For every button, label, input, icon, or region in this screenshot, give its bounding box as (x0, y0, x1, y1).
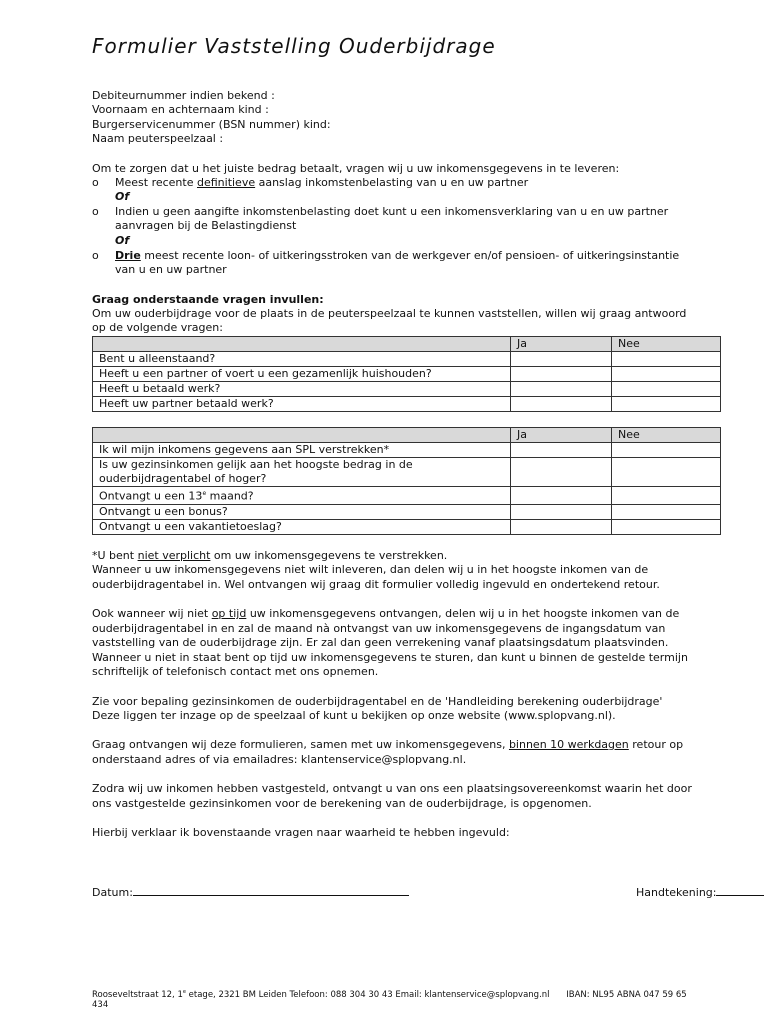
answer-ja-cell[interactable] (511, 519, 612, 534)
field-naam-kind: Voornaam en achternaam kind : (92, 103, 269, 116)
bullet-marker: o (92, 176, 99, 189)
handtekening-field (636, 885, 764, 900)
para2-line4: Wanneer u niet in staat bent op tijd uw inkomensgegevens te sturen, dan kunt u binnen de gestelde termijn (92, 651, 688, 664)
table-row (93, 519, 721, 534)
table-header-nee: Nee (612, 337, 721, 352)
questions-table-1 (92, 336, 721, 412)
table-header-blank (93, 428, 511, 443)
answer-ja-cell[interactable] (511, 352, 612, 367)
option-2-line1: Indien u geen aangifte inkomstenbelasting doet kunt u een inkomensverklaring van u en uw partner (115, 205, 669, 218)
questions-table-2 (92, 427, 721, 535)
footer-iban-cont: 434 (92, 999, 109, 1010)
answer-nee-cell[interactable] (612, 504, 721, 519)
para4-line1: Graag ontvangen wij deze formulieren, samen met uw inkomensgegevens, binnen 10 werkdagen retour op (92, 738, 684, 751)
question-label: Heeft uw partner betaald werk? (93, 397, 511, 412)
question-label: Is uw gezinsinkomen gelijk aan het hoogste bedrag in de ouderbijdragentabel of hoger? (93, 458, 511, 487)
answer-ja-cell[interactable] (511, 443, 612, 458)
option-2-line2: aanvragen bij de Belastingdienst (115, 219, 297, 232)
note-line1: *U bent niet verplicht om uw inkomensgegevens te verstrekken. (92, 549, 448, 562)
datum-field (92, 885, 409, 900)
table-row (93, 458, 721, 487)
option-of-2: Of (115, 234, 130, 247)
answer-ja-cell[interactable] (511, 367, 612, 382)
questions-heading: Graag onderstaande vragen invullen: (92, 293, 324, 306)
bullet-marker: o (92, 249, 99, 262)
para2-line5: schriftelijk of telefonisch contact met ons opnemen. (92, 665, 379, 678)
answer-nee-cell[interactable] (612, 352, 721, 367)
para2-line2: ouderbijdragentabel in en zal de maand nà ontvangst van uw inkomensgegevens de ingangsdatum van (92, 622, 666, 635)
answer-nee-cell[interactable] (612, 382, 721, 397)
page-title: Formulier Vaststelling Ouderbijdrage (92, 34, 496, 58)
answer-ja-cell[interactable] (511, 458, 612, 487)
datum-input-line[interactable] (133, 885, 409, 896)
table-header-nee: Nee (612, 428, 721, 443)
para2-line3: vaststelling van de ouderbijdrage zijn. Er zal dan geen verrekening vanaf plaatsingsdatum plaatsvinden. (92, 636, 669, 649)
table-row (93, 487, 721, 505)
question-label: Bent u alleenstaand? (93, 352, 511, 367)
option-3-line1: Drie meest recente loon- of uitkeringsstroken van de werkgever en/of pensioen- of uitkeringsinstantie (115, 249, 680, 262)
para3-line2: Deze liggen ter inzage op de speelzaal of kunt u bekijken op onze website (www.splopvang.nl). (92, 709, 616, 722)
intro-text: Om te zorgen dat u het juiste bedrag betaalt, vragen wij u uw inkomensgegevens in te leveren: (92, 162, 620, 175)
table-row (93, 352, 721, 367)
question-label: Heeft u betaald werk? (93, 382, 511, 397)
table-row (93, 443, 721, 458)
field-debiteurnummer: Debiteurnummer indien bekend : (92, 89, 275, 102)
para4-line2: onderstaand adres of via emailadres: klantenservice@splopvang.nl. (92, 753, 467, 766)
table-header-blank (93, 337, 511, 352)
table-row (93, 382, 721, 397)
bullet-marker: o (92, 205, 99, 218)
para2-line1: Ook wanneer wij niet op tijd uw inkomensgegevens ontvangen, delen wij u in het hoogste inkomen van de (92, 607, 680, 620)
footer-address: Rooseveltstraat 12, 1e etage, 2321 BM Leiden Telefoon: 088 304 30 43 Email: klantenservice@splopvang.nl (92, 989, 550, 1000)
answer-nee-cell[interactable] (612, 519, 721, 534)
handtekening-input-line[interactable] (716, 885, 764, 896)
table-row (93, 397, 721, 412)
table-row (93, 504, 721, 519)
handtekening-label: Handtekening: (636, 886, 717, 899)
question-label: Ontvangt u een vakantietoeslag? (93, 519, 511, 534)
answer-ja-cell[interactable] (511, 487, 612, 505)
answer-nee-cell[interactable] (612, 458, 721, 487)
question-label: Ik wil mijn inkomens gegevens aan SPL verstrekken* (93, 443, 511, 458)
declaration-text: Hierbij verklaar ik bovenstaande vragen naar waarheid te hebben ingevuld: (92, 826, 510, 839)
questions-intro-line2: op de volgende vragen: (92, 321, 223, 334)
para3-line1: Zie voor bepaling gezinsinkomen de ouderbijdragentabel en de 'Handleiding berekening ouderbijdrage' (92, 695, 663, 708)
field-bsn: Burgerservicenummer (BSN nummer) kind: (92, 118, 331, 131)
answer-nee-cell[interactable] (612, 487, 721, 505)
footer (92, 987, 742, 1010)
answer-ja-cell[interactable] (511, 397, 612, 412)
question-label: Heeft u een partner of voert u een gezamenlijk huishouden? (93, 367, 511, 382)
answer-ja-cell[interactable] (511, 382, 612, 397)
table-header-ja: Ja (511, 428, 612, 443)
question-label: Ontvangt u een bonus? (93, 504, 511, 519)
option-1: Meest recente definitieve aanslag inkomstenbelasting van u en uw partner (115, 176, 529, 189)
note-line2: Wanneer u uw inkomensgegevens niet wilt inleveren, dan delen wij u in het hoogste inkomen van de (92, 563, 649, 576)
note-line3: ouderbijdragentabel in. Wel ontvangen wij graag dit formulier volledig ingevuld en ondertekend retour. (92, 578, 660, 591)
option-3-line2: van u en uw partner (115, 263, 227, 276)
field-peuterspeelzaal: Naam peuterspeelzaal : (92, 132, 224, 145)
questions-intro-line1: Om uw ouderbijdrage voor de plaats in de peuterspeelzaal te kunnen vaststellen, willen wij graag antwoord (92, 307, 687, 320)
answer-nee-cell[interactable] (612, 367, 721, 382)
question-label: Ontvangt u een 13e maand? (93, 487, 511, 505)
para5-line2: ons vastgestelde gezinsinkomen voor de berekening van de ouderbijdrage, is opgenomen. (92, 797, 592, 810)
footer-iban: IBAN: NL95 ABNA 047 59 65 (566, 989, 687, 1000)
para5-line1: Zodra wij uw inkomen hebben vastgesteld, ontvangt u van ons een plaatsingsovereenkomst waarin het door (92, 782, 692, 795)
option-of-1: Of (115, 190, 130, 203)
table-row (93, 367, 721, 382)
answer-nee-cell[interactable] (612, 397, 721, 412)
answer-ja-cell[interactable] (511, 504, 612, 519)
table-header-ja: Ja (511, 337, 612, 352)
answer-nee-cell[interactable] (612, 443, 721, 458)
datum-label: Datum: (92, 886, 133, 899)
